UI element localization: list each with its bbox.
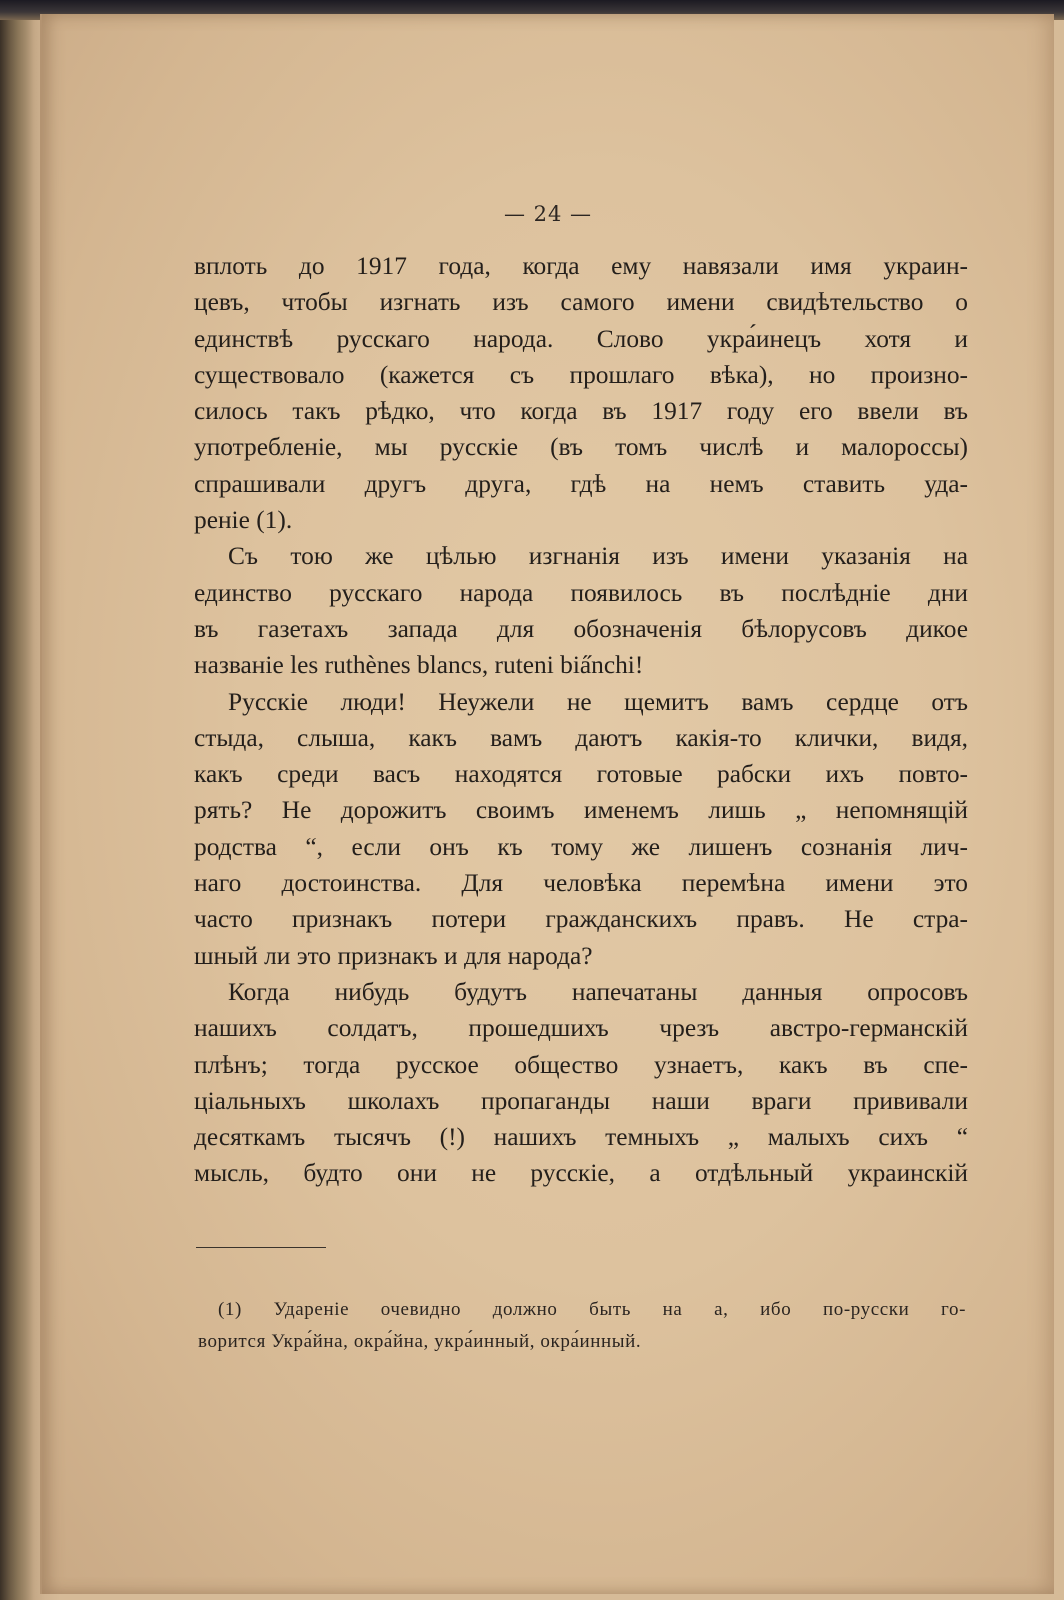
text-line: мысль, будто они не русскіе, а отдѣльный украинскій bbox=[194, 1159, 968, 1188]
text-line: ціальныхъ школахъ пропаганды наши враги прививали bbox=[194, 1086, 968, 1115]
text-line: часто признакъ потери гражданскихъ правъ. Не стра- bbox=[194, 905, 968, 934]
text-line: какъ среди васъ находятся готовые рабски ихъ повто- bbox=[194, 760, 968, 789]
text-line: единствѣ русскаго народа. Слово укра́инецъ хотя и bbox=[194, 324, 968, 353]
footnote bbox=[198, 1294, 966, 1358]
text-line: реніе (1). bbox=[194, 506, 293, 535]
footnote-divider bbox=[196, 1247, 326, 1248]
text-line: силось такъ рѣдко, что когда въ 1917 году его ввели въ bbox=[194, 397, 968, 426]
text-line: нашихъ солдатъ, прошедшихъ чрезъ австро-германскій bbox=[194, 1014, 968, 1043]
text-line: вплоть до 1917 года, когда ему навязали имя украин- bbox=[194, 252, 968, 280]
text-line: существовало (кажется съ прошлаго вѣка), но произно- bbox=[194, 360, 968, 389]
text-line: въ газетахъ запада для обозначенія бѣлорусовъ дикое bbox=[194, 614, 968, 643]
text-line: названіе les ruthènes blancs, ruteni bia̋nchi! bbox=[194, 651, 644, 680]
text-line: употребленіе, мы русскіе (въ томъ числѣ и малороссы) bbox=[194, 433, 968, 462]
page-number: — 24 — bbox=[503, 202, 593, 226]
footnote-line: (1) Удареніе очевидно должно быть на а, ибо по-русски го- bbox=[218, 1299, 966, 1320]
text-line: шный ли это признакъ и для народа? bbox=[194, 941, 593, 970]
text-line: плѣнъ; тогда русское общество узнаетъ, какъ въ спе- bbox=[194, 1050, 968, 1079]
body-text bbox=[194, 248, 968, 1192]
text-line: рять? Не дорожитъ своимъ именемъ лишь „ непомнящій bbox=[194, 796, 968, 825]
text-line: единство русскаго народа появилось въ послѣдніе дни bbox=[194, 578, 968, 607]
text-line: цевъ, чтобы изгнать изъ самого имени свидѣтельство о bbox=[194, 288, 968, 317]
text-line: наго достоинства. Для человѣка перемѣна имени это bbox=[194, 869, 968, 898]
text-line: Когда нибудь будутъ напечатаны данныя опросовъ bbox=[228, 977, 968, 1006]
footnote-line: ворится Укра́йна, окра́йна, укра́инный, окра́инный. bbox=[198, 1331, 642, 1352]
text-line: Съ тою же цѣлью изгнанія изъ имени указанія на bbox=[228, 542, 968, 571]
text-line: спрашивали другъ друга, гдѣ на немъ ставить уда- bbox=[194, 469, 968, 498]
text-line: Русскіе люди! Неужели не щемитъ вамъ сердце отъ bbox=[228, 687, 968, 716]
text-line: стыда, слыша, какъ вамъ даютъ какія-то клички, видя, bbox=[194, 723, 968, 752]
text-line: родства “, если онъ къ тому же лишенъ сознанія лич- bbox=[194, 832, 968, 861]
text-line: десяткамъ тысячъ (!) нашихъ темныхъ „ малыхъ сихъ “ bbox=[194, 1123, 968, 1152]
